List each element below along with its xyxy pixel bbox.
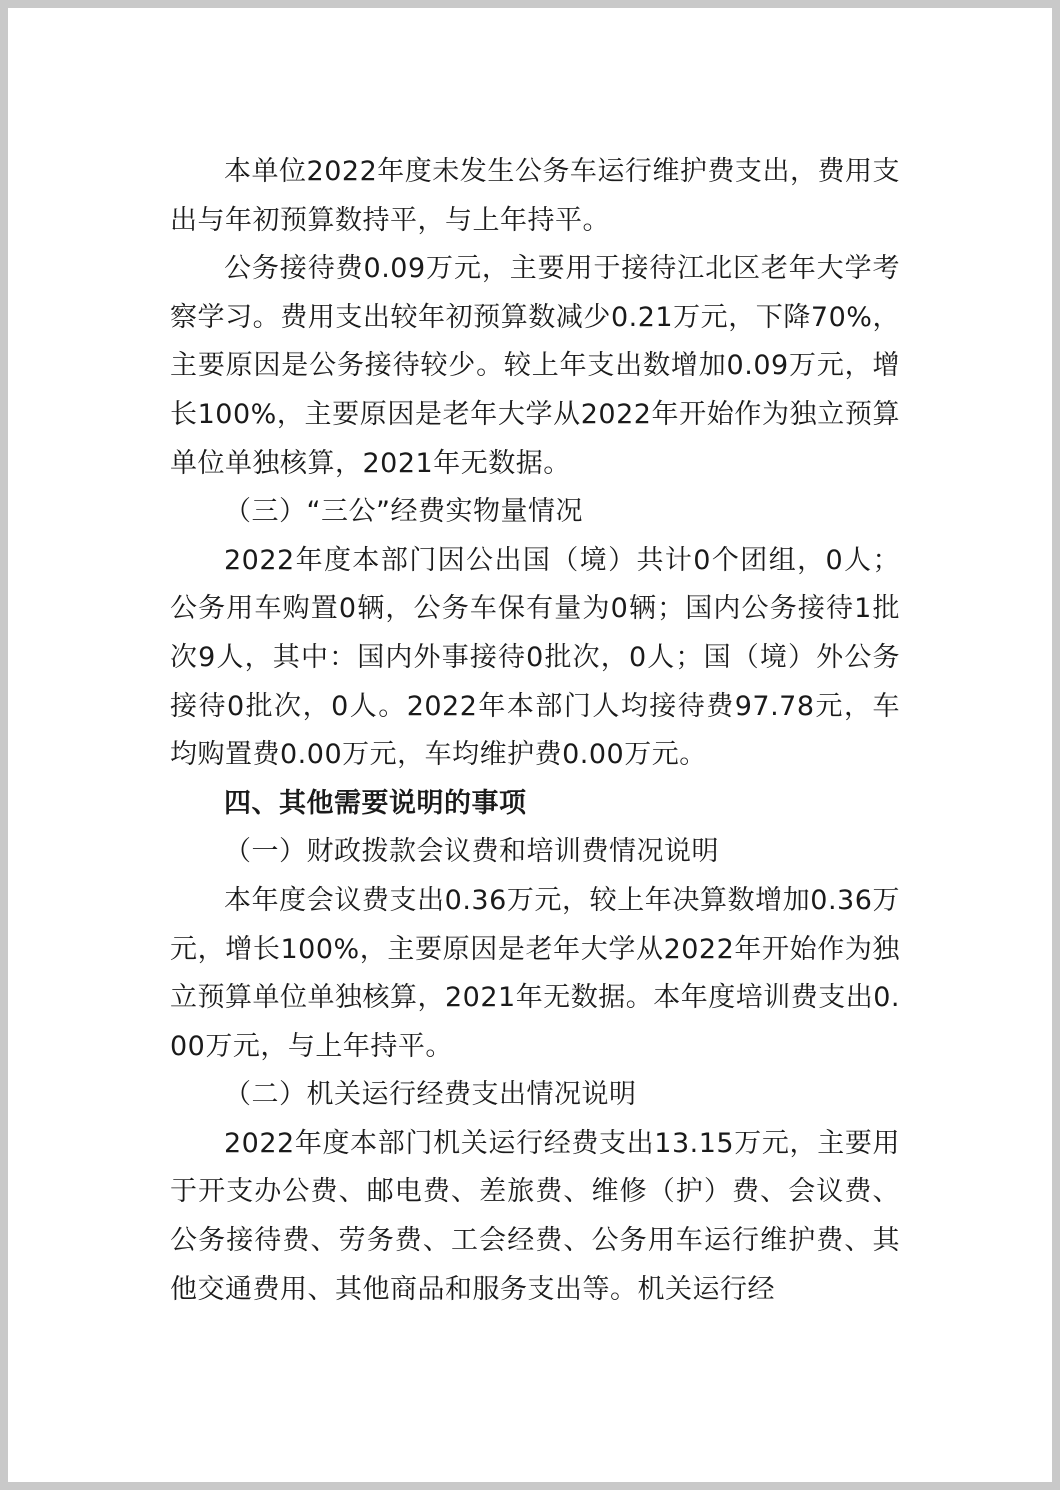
paragraph-physical-quantity: 2022年度本部门因公出国（境）共计0个团组，0人；公务用车购置0辆，公务车保有量为0辆；国内公务接待1批次9人，其中：国内外事接待0批次，0人；国（境）外公务接待0批次，0人。2022年本部门人均接待费97.78元，车均购置费0.00万元，车均维护费0.00万元。: [170, 544, 900, 771]
section-heading-other-matters: 四、其他需要说明的事项: [224, 787, 527, 819]
subheading-meeting-training: （一）财政拨款会议费和培训费情况说明: [224, 836, 719, 868]
paragraph-meeting-training: 本年度会议费支出0.36万元，较上年决算数增加0.36万元，增长100%，主要原因是老年大学从2022年开始作为独立预算单位单独核算，2021年无数据。本年度培训费支出0.00万元，与上年持平。: [170, 884, 900, 1062]
document-body: [170, 148, 900, 1314]
document-page: [8, 8, 1052, 1482]
paragraph-reception-expense: 公务接待费0.09万元，主要用于接待江北区老年大学考察学习。费用支出较年初预算数减少0.21万元，下降70%，主要原因是公务接待较少。较上年支出数增加0.09万元，增长100%，主要原因是老年大学从2022年开始作为独立预算单位单独核算，2021年无数据。: [170, 253, 900, 479]
paragraph-vehicle-maintenance: 本单位2022年度未发生公务车运行维护费支出，费用支出与年初预算数持平，与上年持平。: [170, 156, 900, 236]
subheading-physical-quantity: （三）“三公”经费实物量情况: [224, 496, 583, 528]
paragraph-operating-expense: 2022年度本部门机关运行经费支出13.15万元，主要用于开支办公费、邮电费、差旅费、维修（护）费、会议费、公务接待费、劳务费、工会经费、公务用车运行维护费、其他交通费用、其他商品和服务支出等。机关运行经: [170, 1127, 900, 1305]
subheading-operating-expense: （二）机关运行经费支出情况说明: [224, 1079, 637, 1111]
